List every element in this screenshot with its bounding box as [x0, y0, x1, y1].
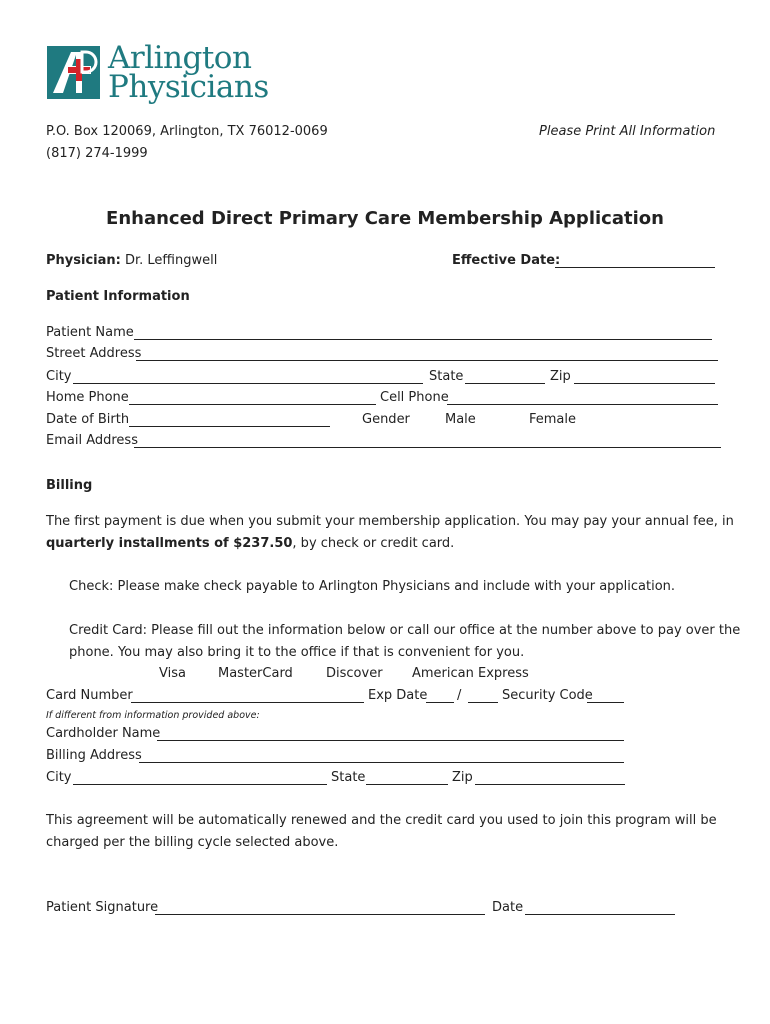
- dob-field[interactable]: [129, 426, 330, 427]
- security-code-field[interactable]: [587, 702, 624, 703]
- billing-heading: Billing: [46, 478, 93, 493]
- exp-year-field[interactable]: [468, 702, 498, 703]
- street-address-field[interactable]: [136, 360, 718, 361]
- gender-option-male[interactable]: Male: [445, 412, 476, 427]
- billing-city-label: City: [46, 770, 72, 785]
- gender-option-female[interactable]: Female: [529, 412, 577, 427]
- billing-zip-field[interactable]: [475, 784, 625, 785]
- arlington-physicians-logo-icon: [47, 46, 100, 99]
- billing-state-label: State: [331, 770, 366, 785]
- state-label: State: [429, 369, 464, 384]
- exp-date-label: Exp Date: [368, 688, 428, 703]
- card-type-discover[interactable]: Discover: [326, 666, 383, 681]
- patient-signature-label: Patient Signature: [46, 900, 159, 915]
- home-phone-label: Home Phone: [46, 390, 129, 405]
- installment-amount: quarterly installments of $237.50: [46, 536, 293, 551]
- physician-row: [46, 253, 217, 268]
- billing-intro-line2: [46, 536, 454, 551]
- credit-card-line2: phone. You may also bring it to the office if that is convenient for you.: [69, 645, 525, 660]
- patient-signature-field[interactable]: [155, 914, 485, 915]
- credit-card-line1: Credit Card: Please fill out the information below or call our office at the number above to pay over the: [69, 623, 741, 638]
- signature-date-field[interactable]: [525, 914, 675, 915]
- email-field[interactable]: [134, 447, 721, 448]
- city-field[interactable]: [73, 383, 423, 384]
- print-notice: Please Print All Information: [539, 124, 716, 139]
- cardholder-name-label: Cardholder Name: [46, 726, 161, 741]
- patient-name-field[interactable]: [134, 339, 712, 340]
- logo-wordmark: [108, 40, 269, 105]
- card-number-field[interactable]: [131, 702, 364, 703]
- clinic-address: P.O. Box 120069, Arlington, TX 76012-0069: [46, 124, 328, 139]
- card-type-mastercard[interactable]: MasterCard: [218, 666, 293, 681]
- effective-date-field[interactable]: [555, 267, 715, 268]
- effective-date-label: Effective Date:: [452, 253, 561, 268]
- state-field[interactable]: [465, 383, 545, 384]
- exp-month-field[interactable]: [426, 702, 454, 703]
- agreement-line1: This agreement will be automatically renewed and the credit card you used to join this program will be: [46, 813, 717, 828]
- agreement-line2: charged per the billing cycle selected above.: [46, 835, 339, 850]
- check-instructions: Check: Please make check payable to Arlington Physicians and include with your application.: [69, 579, 676, 594]
- card-number-label: Card Number: [46, 688, 133, 703]
- billing-city-field[interactable]: [73, 784, 327, 785]
- physician-value: Dr. Leffingwell: [124, 253, 218, 268]
- signature-date-label: Date: [492, 900, 524, 915]
- patient-name-label: Patient Name: [46, 325, 134, 340]
- dob-label: Date of Birth: [46, 412, 130, 427]
- physician-label: Physician:: [46, 253, 121, 268]
- page-title: Enhanced Direct Primary Care Membership Application: [106, 208, 664, 229]
- street-address-label: Street Address: [46, 346, 142, 361]
- billing-state-field[interactable]: [366, 784, 448, 785]
- clinic-phone: (817) 274-1999: [46, 146, 148, 161]
- billing-intro-tail: , by check or credit card.: [292, 536, 455, 551]
- cardholder-name-field[interactable]: [157, 740, 624, 741]
- logo-line1: Arlington: [108, 40, 252, 76]
- card-type-amex[interactable]: American Express: [412, 666, 529, 681]
- security-code-label: Security Code: [502, 688, 593, 703]
- billing-intro-line1: The first payment is due when you submit your membership application. You may pay your annual fee, in: [46, 514, 734, 529]
- logo-line2: Physicians: [108, 69, 269, 105]
- if-different-note: If different from information provided above:: [46, 710, 260, 721]
- billing-zip-label: Zip: [452, 770, 473, 785]
- gender-label: Gender: [362, 412, 410, 427]
- email-label: Email Address: [46, 433, 138, 448]
- billing-address-field[interactable]: [139, 762, 624, 763]
- cell-phone-field[interactable]: [447, 404, 718, 405]
- exp-date-slash: /: [457, 688, 462, 703]
- zip-label: Zip: [550, 369, 571, 384]
- home-phone-field[interactable]: [129, 404, 376, 405]
- cell-phone-label: Cell Phone: [380, 390, 449, 405]
- patient-info-heading: Patient Information: [46, 289, 190, 304]
- city-label: City: [46, 369, 72, 384]
- zip-field[interactable]: [574, 383, 715, 384]
- billing-address-label: Billing Address: [46, 748, 142, 763]
- card-type-visa[interactable]: Visa: [159, 666, 186, 681]
